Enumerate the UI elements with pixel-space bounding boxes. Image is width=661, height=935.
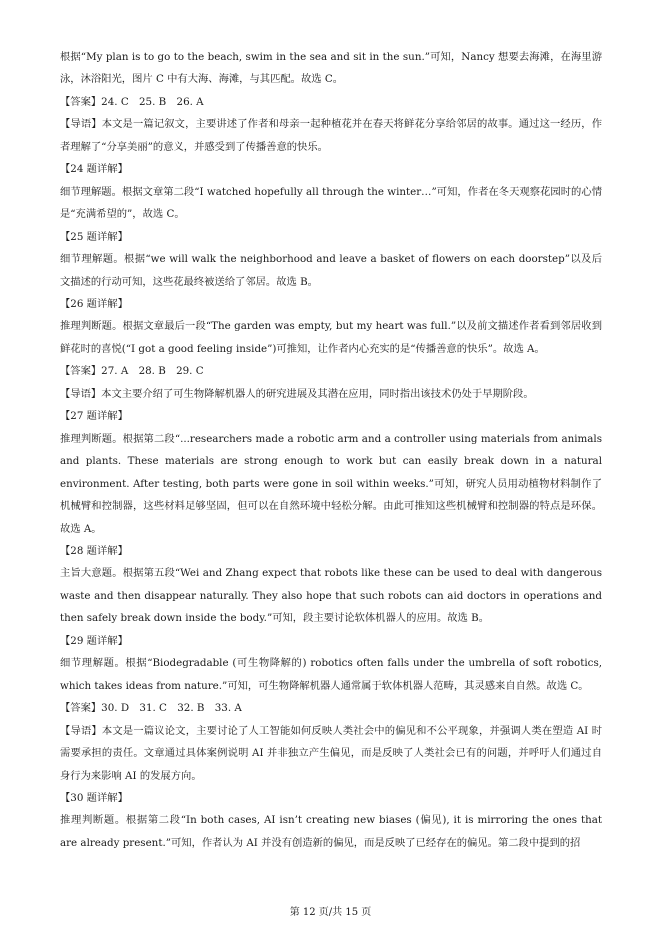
answer-key-30-33: 【答案】30. D 31. C 32. B 33. A [60, 702, 242, 715]
explanation-q30: 推理判断题。根据第二段“In both cases, AI isn’t creating new biases (偏见), it is mirroring the ones that are already present.”可知，作者认为 AI 并没有创造新的偏见，而是反映了已经存在的偏见。第二段中提到的招 [60, 814, 602, 849]
passage-intro-27-29: 【导语】本文主要介绍了可生物降解机器人的研究进展及其潜在应用，同时指出该技术仍处于早期阶段。 [60, 387, 534, 400]
heading-q30: 【30 题详解】 [60, 791, 128, 804]
explanation-q26: 推理判断题。根据文章最后一段“The garden was empty, but my heart was full.”以及前文描述作者看到邻居收到鲜花时的喜悦(“I got a good feeling inside”)可推知，让作者内心充实的是“传播善意的快乐”。故选 A。 [60, 320, 602, 355]
page-content [60, 46, 602, 854]
heading-q29: 【29 题详解】 [60, 634, 128, 647]
answer-key-27-29: 【答案】27. A 28. B 29. C [60, 365, 204, 378]
heading-q26: 【26 题详解】 [60, 297, 128, 310]
heading-q28: 【28 题详解】 [60, 544, 128, 557]
explanation-q24: 细节理解题。根据文章第二段“I watched hopefully all through the winter…”可知，作者在冬天观察花园时的心情是“充满希望的”，故选 C。 [60, 185, 602, 221]
passage-intro-30-33: 【导语】本文是一篇议论文，主要讨论了人工智能如何反映人类社会中的偏见和不公平现象，并强调人类在塑造 AI 时需要承担的责任。文章通过具体案例说明 AI 并非独立产生偏见，而是反映了人类社会已有的问题，并呼吁人们通过自身行为来影响 AI 的发展方向。 [60, 724, 602, 782]
explanation-q25: 细节理解题。根据“we will walk the neighborhood and leave a basket of flowers on each doorstep”以及后文描述的行动可知，这些花最终被送给了邻居。故选 B。 [60, 253, 602, 288]
heading-q24: 【24 题详解】 [60, 163, 128, 176]
answer-key-24-26: 【答案】24. C 25. B 26. A [60, 95, 204, 108]
explanation-q29: 细节理解题。根据“Biodegradable (可生物降解的) robotics often falls under the umbrella of soft robotics, which takes ideas from nature.”可知，可生物降解机器人通常属于软体机器人范畴，其灵感来自自然。故选 C。 [60, 657, 602, 692]
heading-q27: 【27 题详解】 [60, 410, 128, 423]
heading-q25: 【25 题详解】 [60, 230, 128, 243]
passage-intro-24-26: 【导语】本文是一篇记叙文，主要讲述了作者和母亲一起种植花并在春天将鲜花分享给邻居的故事。通过这一经历，作者理解了“分享美丽”的意义，并感受到了传播善意的快乐。 [60, 118, 602, 153]
paragraph-q23-explanation: 根据“My plan is to go to the beach, swim in the sea and sit in the sun.”可知，Nancy 想要去海滩，在海里游泳，沐浴阳光，图片 C 中有大海、海滩，与其匹配。故选 C。 [60, 51, 602, 86]
explanation-q28: 主旨大意题。根据第五段“Wei and Zhang expect that robots like these can be used to deal with dangerous waste and then disappear naturally. They also hope that such robots can aid doctors in operations and then safely break down inside the body.”可知，段主要讨论软体机器人的应用。故选 B。 [60, 567, 602, 625]
page-number-footer: 第 12 页/共 15 页 [289, 907, 372, 918]
explanation-q27: 推理判断题。根据第二段“...researchers made a robotic arm and a controller using materials from animals and plants. These materials are strong enough to work but can easily break down in a natural environment. After testing, both parts were gone in soil within weeks.”可知，研究人员用动植物材料制作了机械臂和控制器，这些材料足够坚固，但可以在自然环境中轻松分解。由此可推知这些机械臂和控制器的特点是环保。故选 A。 [60, 432, 602, 535]
